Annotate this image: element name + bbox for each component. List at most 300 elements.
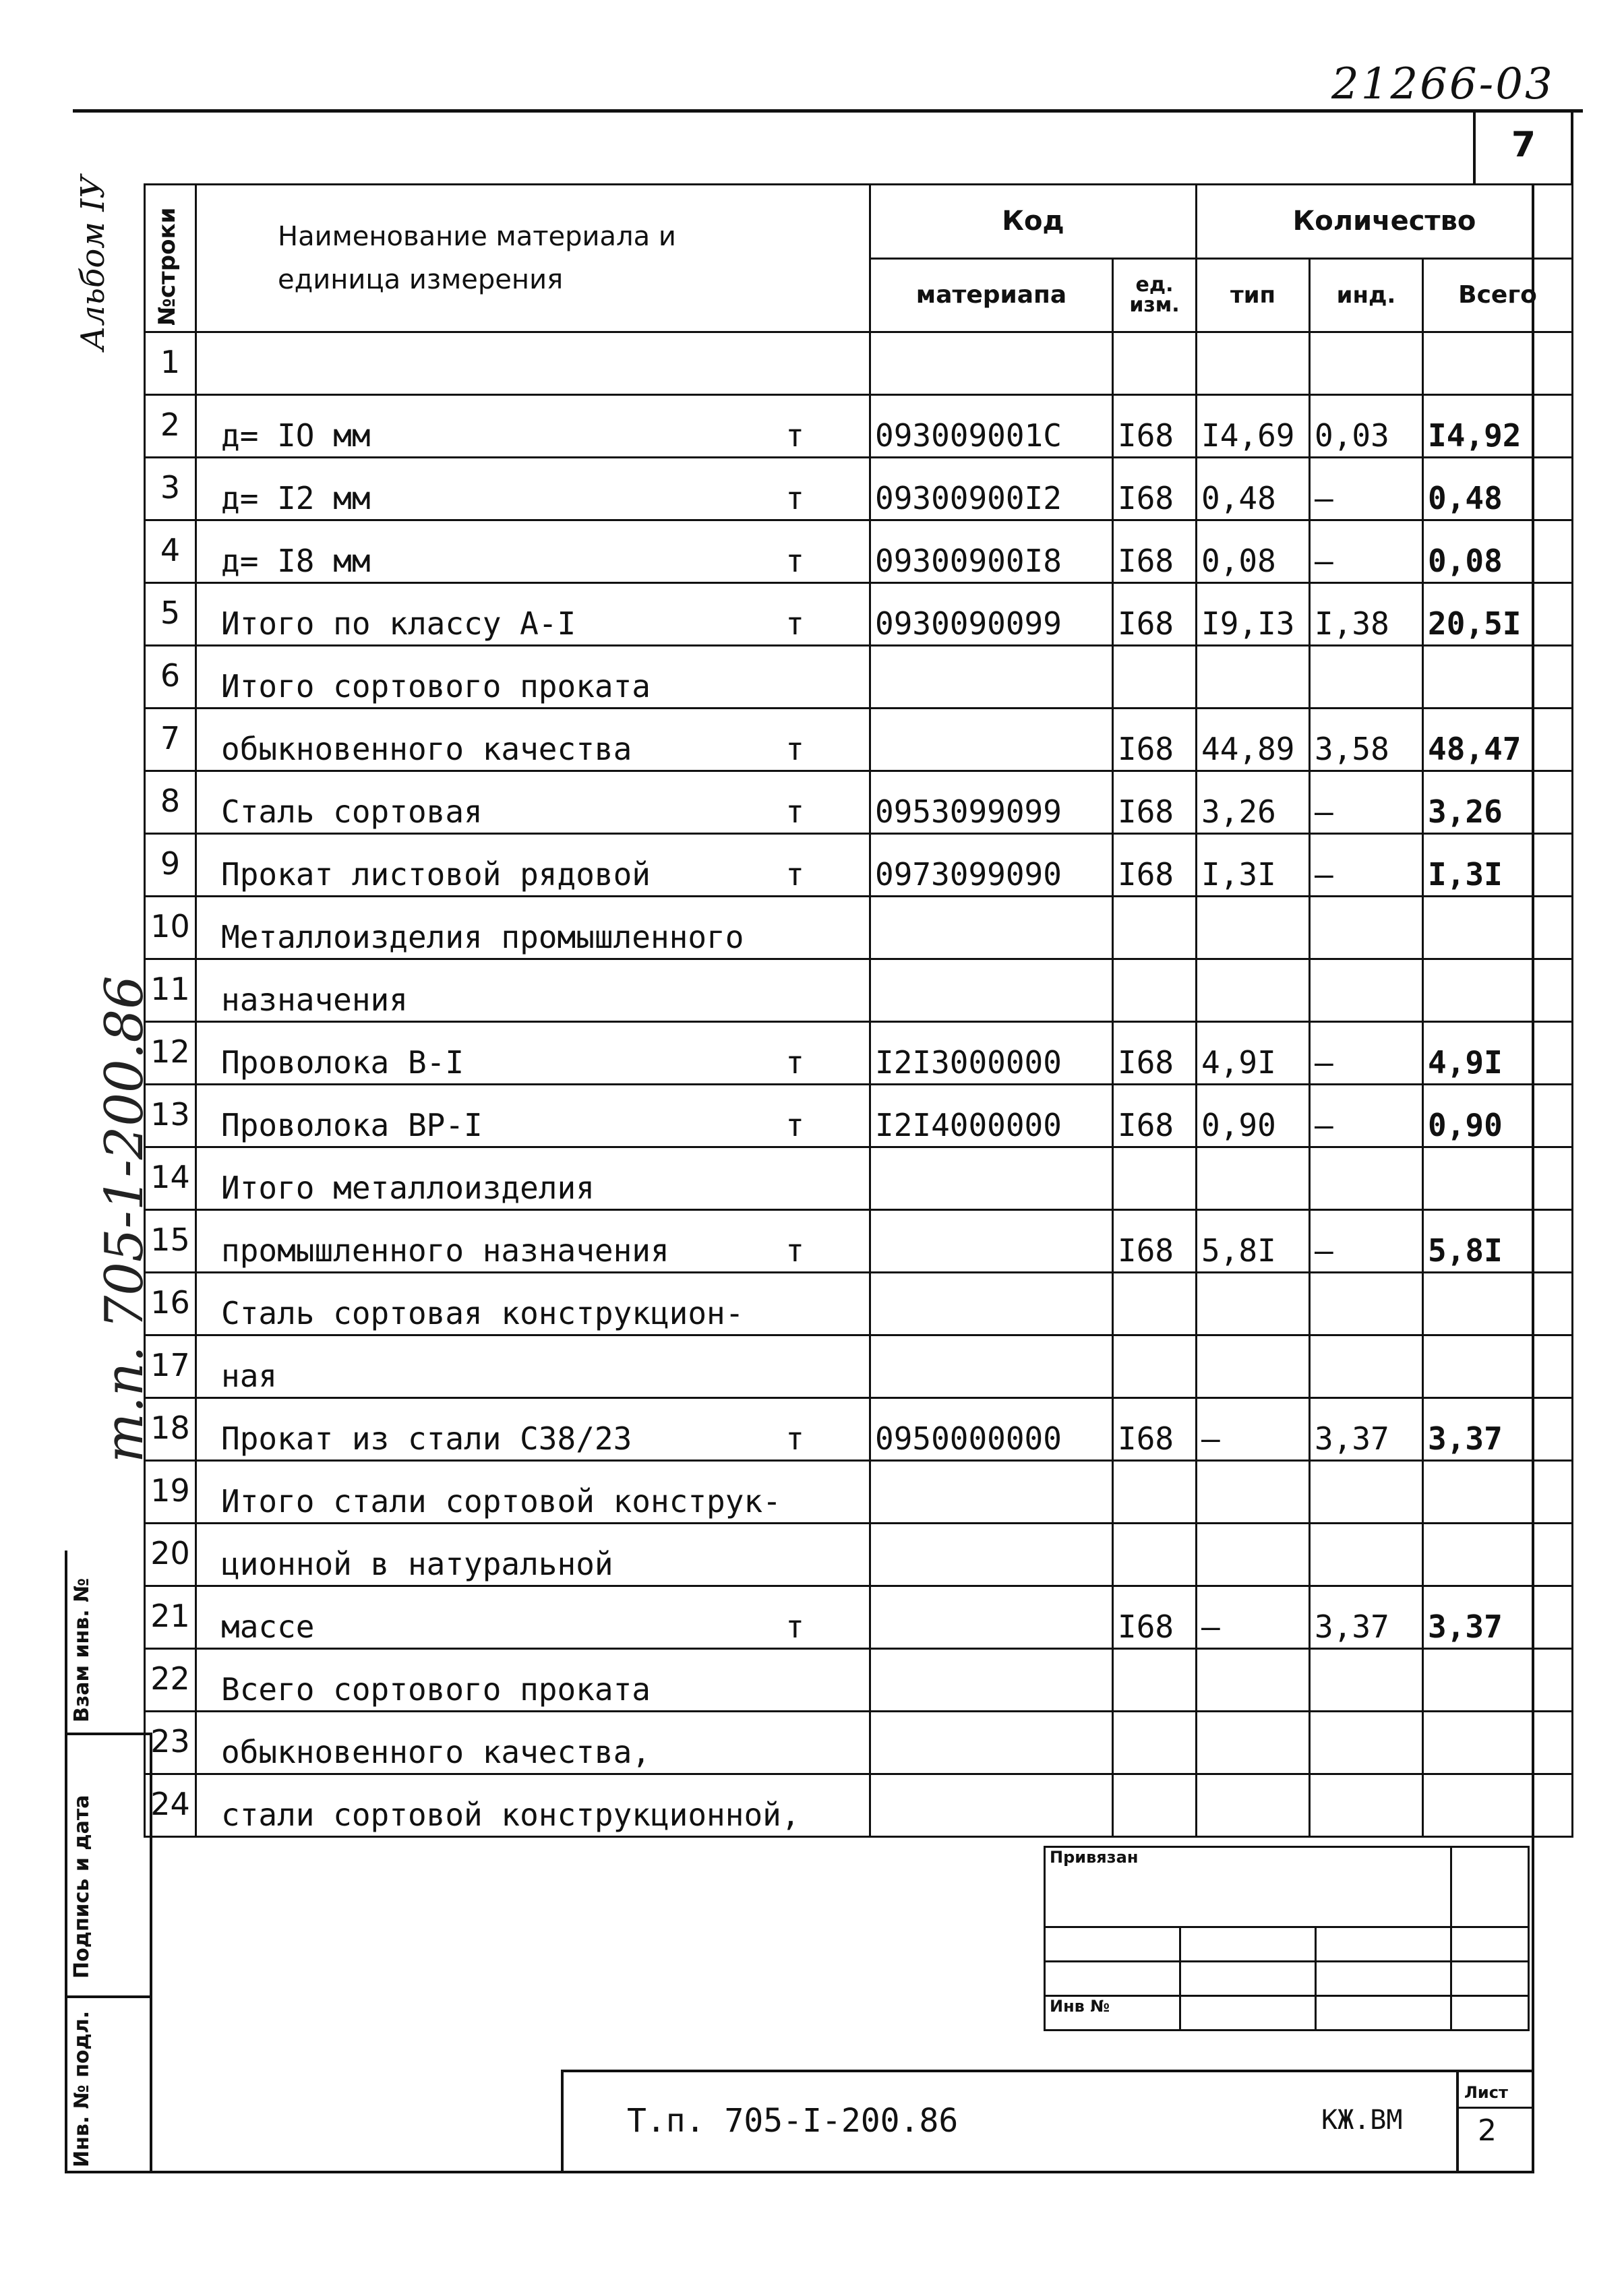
type-qty: I9,I3 [1201,605,1295,642]
row-number-cell [145,1649,196,1712]
unit-code-header: ед. изм. [1113,258,1197,332]
row-number-cell [145,897,196,959]
type-qty-cell [1197,959,1310,1022]
table-row [145,1586,1573,1649]
unit-code-cell [1113,1273,1197,1335]
material-name: массе [221,1608,315,1645]
binding-label: Привязан [1045,1847,1451,1927]
material-name: Прокат листовой рядовой [221,856,651,893]
row-number: 19 [150,1472,190,1509]
ind-qty: I,38 [1315,605,1389,642]
unit: т [785,731,804,767]
material-code-cell [870,1335,1113,1398]
table-row [145,1712,1573,1774]
type-qty-cell [1197,1398,1310,1461]
unit-code-cell [1113,1085,1197,1147]
material-name-cell [196,1461,870,1524]
total-qty-cell [1423,1022,1573,1085]
unit: т [785,417,804,454]
total-qty-cell [1423,959,1573,1022]
material-code-cell [870,1586,1113,1649]
ind-qty-cell [1310,1147,1423,1210]
material-code-cell [870,709,1113,771]
ind-qty-cell [1310,520,1423,583]
ind-qty-cell [1310,1524,1423,1586]
table-row [145,395,1573,458]
ind-qty: – [1315,480,1333,516]
document-code: КЖ.ВМ [1321,2105,1403,2136]
total-qty-cell [1423,771,1573,834]
unit-code: I68 [1118,1232,1174,1269]
table-row [145,1649,1573,1712]
material-name-cell [196,1649,870,1712]
side-stamp-divider-1 [65,1733,152,1735]
row-number-cell [145,1147,196,1210]
material-name: Итого стали сортовой конструк- [221,1483,781,1520]
sheet-cell-left [1456,2070,1459,2172]
side-stamp-left-line [65,1551,67,2172]
material-name-cell [196,458,870,520]
document-number: 21266-03 [1331,59,1555,109]
page-number-box-right [1571,112,1573,183]
total-qty-cell [1423,1398,1573,1461]
ind-qty: – [1315,793,1333,830]
table-row [145,332,1573,395]
material-name-cell [196,395,870,458]
material-code-cell [870,332,1113,395]
total-qty: 48,47 [1428,731,1522,767]
unit: т [785,1608,804,1645]
bottom-frame-line [65,2171,1534,2173]
ind-qty-cell [1310,332,1423,395]
unit-code: I68 [1118,480,1174,516]
signature-date-label: Подпись и дата [70,1795,94,1979]
unit-code-cell [1113,1461,1197,1524]
material-code-cell [870,897,1113,959]
unit-code: I68 [1118,856,1174,893]
sheet-label-divider [1456,2107,1534,2109]
unit-code-cell [1113,771,1197,834]
material-code-cell [870,1774,1113,1837]
row-number-cell [145,646,196,709]
type-qty-header: тип [1197,258,1310,332]
ind-qty: – [1315,1044,1333,1081]
material-code-cell [870,834,1113,897]
material-code-cell [870,1461,1113,1524]
row-number-cell [145,1273,196,1335]
row-number-cell [145,1586,196,1649]
ind-qty-cell [1310,1022,1423,1085]
material-name: Итого по классу А-I [221,605,576,642]
material-name: стали сортовой конструкционной, [221,1797,800,1833]
row-number: 8 [160,783,181,819]
page-number-box-left [1473,112,1476,183]
material-name: Проволока ВР-I [221,1107,483,1143]
material-name: Прокат из стали С38/23 [221,1420,632,1457]
material-name-cell [196,959,870,1022]
ind-qty-cell [1310,897,1423,959]
row-number-cell [145,709,196,771]
material-code: I2I3000000 [875,1044,1062,1081]
row-number-cell [145,583,196,646]
album-label: Альбом IУ [74,175,112,351]
table-row [145,646,1573,709]
material-code-cell [870,583,1113,646]
unit-code: I68 [1118,543,1174,579]
code-group-header: Код [870,185,1197,259]
type-qty: – [1201,1608,1220,1645]
type-qty-cell [1197,709,1310,771]
binding-stamp [1044,1846,1530,2031]
unit-code: I68 [1118,605,1174,642]
total-qty-cell [1423,834,1573,897]
type-qty-cell [1197,1273,1310,1335]
row-number: 20 [150,1535,190,1571]
row-number: 17 [150,1347,190,1383]
unit-code-cell [1113,1210,1197,1273]
ind-qty: 3,37 [1315,1608,1389,1645]
type-qty: 0,90 [1201,1107,1276,1143]
material-code: 0950000000 [875,1420,1062,1457]
unit-code-cell [1113,834,1197,897]
material-code-cell [870,646,1113,709]
material-name-cell [196,1524,870,1586]
unit-code-cell [1113,646,1197,709]
material-name-cell [196,1085,870,1147]
table-row [145,520,1573,583]
type-qty: 44,89 [1201,731,1295,767]
unit-code-cell [1113,1147,1197,1210]
material-name-cell [196,1586,870,1649]
total-qty-cell [1423,1085,1573,1147]
total-qty-cell [1423,583,1573,646]
type-qty-cell [1197,1335,1310,1398]
unit-code-cell [1113,1022,1197,1085]
type-qty-cell [1197,1461,1310,1524]
ind-qty-cell [1310,1461,1423,1524]
type-qty-cell [1197,1022,1310,1085]
unit-code: I68 [1118,793,1174,830]
material-code: I2I4000000 [875,1107,1062,1143]
type-qty: 5,8I [1201,1232,1276,1269]
material-name: д= I8 мм [221,543,371,579]
table-row [145,1335,1573,1398]
type-qty-cell [1197,583,1310,646]
table-row [145,897,1573,959]
row-number: 24 [150,1786,190,1822]
table-row [145,1273,1573,1335]
row-number-cell [145,458,196,520]
material-code: 093009001C [875,417,1062,454]
unit-code-cell [1113,1649,1197,1712]
total-qty-cell [1423,1461,1573,1524]
total-qty: 0,90 [1428,1107,1503,1143]
total-qty: 5,8I [1428,1232,1503,1269]
material-name-cell [196,583,870,646]
total-qty-header: Всего [1423,258,1573,332]
ind-qty-cell [1310,646,1423,709]
ind-qty: – [1315,856,1333,893]
total-qty-cell [1423,520,1573,583]
type-qty: – [1201,1420,1220,1457]
material-name: обыкновенного качества [221,731,632,767]
row-number-cell [145,834,196,897]
total-qty-cell [1423,332,1573,395]
total-qty: 4,9I [1428,1044,1503,1081]
material-name-cell [196,1774,870,1837]
material-code-cell [870,1085,1113,1147]
total-qty-cell [1423,1335,1573,1398]
total-qty: 3,37 [1428,1608,1503,1645]
total-qty-cell [1423,458,1573,520]
type-qty-cell [1197,458,1310,520]
type-qty-cell [1197,834,1310,897]
ind-qty-cell [1310,458,1423,520]
unit: т [785,1232,804,1269]
ind-qty: – [1315,1107,1333,1143]
material-name-cell [196,897,870,959]
ind-qty-cell [1310,1085,1423,1147]
material-name-cell [196,709,870,771]
type-qty-cell [1197,771,1310,834]
total-qty: 0,08 [1428,543,1503,579]
table-row [145,583,1573,646]
handwritten-project-note: т.п. 705-1-200.86 [94,975,155,1463]
row-number: 10 [150,908,190,944]
ind-qty-cell [1310,709,1423,771]
material-code: 0930090099 [875,605,1062,642]
unit-code: I68 [1118,731,1174,767]
unit-code-cell [1113,897,1197,959]
ind-qty-cell [1310,395,1423,458]
material-name: ционной в натуральной [221,1546,613,1582]
total-qty-cell [1423,1774,1573,1837]
material-name: ная [221,1358,278,1394]
type-qty-cell [1197,520,1310,583]
type-qty-cell [1197,897,1310,959]
table-row [145,1524,1573,1586]
material-name-cell [196,1022,870,1085]
total-qty: 0,48 [1428,480,1503,516]
row-number: 16 [150,1284,190,1321]
unit-code-cell [1113,709,1197,771]
unit-code: I68 [1118,1608,1174,1645]
material-name: д= I2 мм [221,480,371,516]
material-name: промышленного назначения [221,1232,669,1269]
ind-qty-cell [1310,583,1423,646]
material-name-cell [196,1335,870,1398]
title-block-top [561,2070,1534,2072]
table-row [145,458,1573,520]
material-name: Итого сортового проката [221,668,651,704]
ind-qty-cell [1310,771,1423,834]
total-qty-cell [1423,897,1573,959]
material-code-cell [870,1210,1113,1273]
unit-code: I68 [1118,1420,1174,1457]
type-qty-cell [1197,1524,1310,1586]
row-number-cell [145,1524,196,1586]
material-code: 09300900I8 [875,543,1062,579]
row-number: 11 [150,971,190,1007]
material-name: д= IO мм [221,417,371,454]
material-name-cell [196,1712,870,1774]
row-number-cell [145,520,196,583]
type-qty-cell [1197,395,1310,458]
quantity-group-header: Количество [1197,185,1573,259]
total-qty: I,3I [1428,856,1503,893]
material-name-cell [196,1147,870,1210]
row-number-cell [145,959,196,1022]
ind-qty-cell [1310,1649,1423,1712]
row-number: 9 [160,845,181,882]
row-number: 5 [160,595,181,631]
material-name-cell [196,771,870,834]
ind-qty: 3,58 [1315,731,1389,767]
unit-code-cell [1113,520,1197,583]
table-row [145,1210,1573,1273]
total-qty: 20,5I [1428,605,1522,642]
type-qty-cell [1197,1712,1310,1774]
material-name: обыкновенного качества, [221,1734,651,1770]
row-number-cell [145,1210,196,1273]
table-row [145,959,1573,1022]
unit: т [785,1044,804,1081]
replacement-inventory-label: Взам инв. № [70,1577,94,1722]
unit: т [785,543,804,579]
material-name: Сталь сортовая [221,793,483,830]
unit: т [785,793,804,830]
material-name: Итого металлоизделия [221,1170,595,1206]
total-qty-cell [1423,1524,1573,1586]
side-stamp-divider-2 [65,1995,152,1998]
row-number-cell [145,1022,196,1085]
type-qty: 0,08 [1201,543,1276,579]
type-qty-cell [1197,1147,1310,1210]
material-code-header: материапа [870,258,1113,332]
table-row [145,1398,1573,1461]
total-qty-cell [1423,395,1573,458]
original-inventory-label: Инв. № подл. [70,2010,94,2167]
sheet-number: 2 [1478,2113,1497,2148]
ind-qty-cell [1310,1774,1423,1837]
unit-code-cell [1113,1398,1197,1461]
unit: т [785,605,804,642]
type-qty: 0,48 [1201,480,1276,516]
table-row [145,1774,1573,1837]
unit-code-cell [1113,332,1197,395]
material-name-header: Наименование материала и единица измерения [196,185,870,332]
material-code: 0973099090 [875,856,1062,893]
unit-code: I68 [1118,417,1174,454]
ind-qty: – [1315,1232,1333,1269]
material-code-cell [870,1022,1113,1085]
material-code-cell [870,1524,1113,1586]
ind-qty-cell [1310,1712,1423,1774]
material-name-cell [196,520,870,583]
material-name-cell [196,1273,870,1335]
type-qty-cell [1197,646,1310,709]
type-qty-cell [1197,332,1310,395]
ind-qty-header: инд. [1310,258,1423,332]
material-name-cell [196,646,870,709]
table-row [145,1461,1573,1524]
material-code-cell [870,458,1113,520]
unit-code: I68 [1118,1044,1174,1081]
ind-qty: 0,03 [1315,417,1389,454]
unit-code-cell [1113,458,1197,520]
material-name-cell [196,1398,870,1461]
unit-code-cell [1113,1774,1197,1837]
row-number: 22 [150,1660,190,1697]
unit: т [785,480,804,516]
materials-table [144,183,1573,1838]
material-name-cell [196,332,870,395]
row-number-cell [145,1398,196,1461]
row-number: 14 [150,1159,190,1195]
total-qty-cell [1423,709,1573,771]
row-number: 7 [160,720,181,756]
row-number-cell [145,395,196,458]
material-code-cell [870,520,1113,583]
total-qty-cell [1423,1210,1573,1273]
material-code: 09300900I2 [875,480,1062,516]
material-code-cell [870,1712,1113,1774]
row-number: 18 [150,1410,190,1446]
row-number: 12 [150,1033,190,1070]
title-block-left [561,2070,564,2172]
total-qty: 3,26 [1428,793,1503,830]
ind-qty-cell [1310,834,1423,897]
type-qty: 4,9I [1201,1044,1276,1081]
material-code-cell [870,771,1113,834]
unit: т [785,1107,804,1143]
material-code: 0953099099 [875,793,1062,830]
table-row [145,771,1573,834]
row-number: 4 [160,532,181,568]
material-code-cell [870,395,1113,458]
ind-qty-cell [1310,1210,1423,1273]
material-code-cell [870,1273,1113,1335]
inventory-number-label: Инв № [1045,1996,1180,2031]
row-number: 1 [160,344,181,380]
row-number: 13 [150,1096,190,1133]
type-qty-cell [1197,1210,1310,1273]
row-number: 2 [160,407,181,443]
table-row [145,834,1573,897]
row-number-cell [145,1774,196,1837]
row-number-cell [145,1461,196,1524]
total-qty: I4,92 [1428,417,1522,454]
total-qty-cell [1423,646,1573,709]
total-qty-cell [1423,1273,1573,1335]
ind-qty: 3,37 [1315,1420,1389,1457]
type-qty-cell [1197,1649,1310,1712]
material-name: Всего сортового проката [221,1671,651,1708]
row-number: 23 [150,1723,190,1759]
top-rule [73,109,1583,113]
type-qty: 3,26 [1201,793,1276,830]
material-code-cell [870,1147,1113,1210]
row-number: 3 [160,469,181,506]
material-code-cell [870,1398,1113,1461]
ind-qty: – [1315,543,1333,579]
row-number: 6 [160,657,181,694]
table-row [145,709,1573,771]
type-qty: I,3I [1201,856,1276,893]
row-number-cell [145,771,196,834]
material-code-cell [870,1649,1113,1712]
type-qty: I4,69 [1201,417,1295,454]
